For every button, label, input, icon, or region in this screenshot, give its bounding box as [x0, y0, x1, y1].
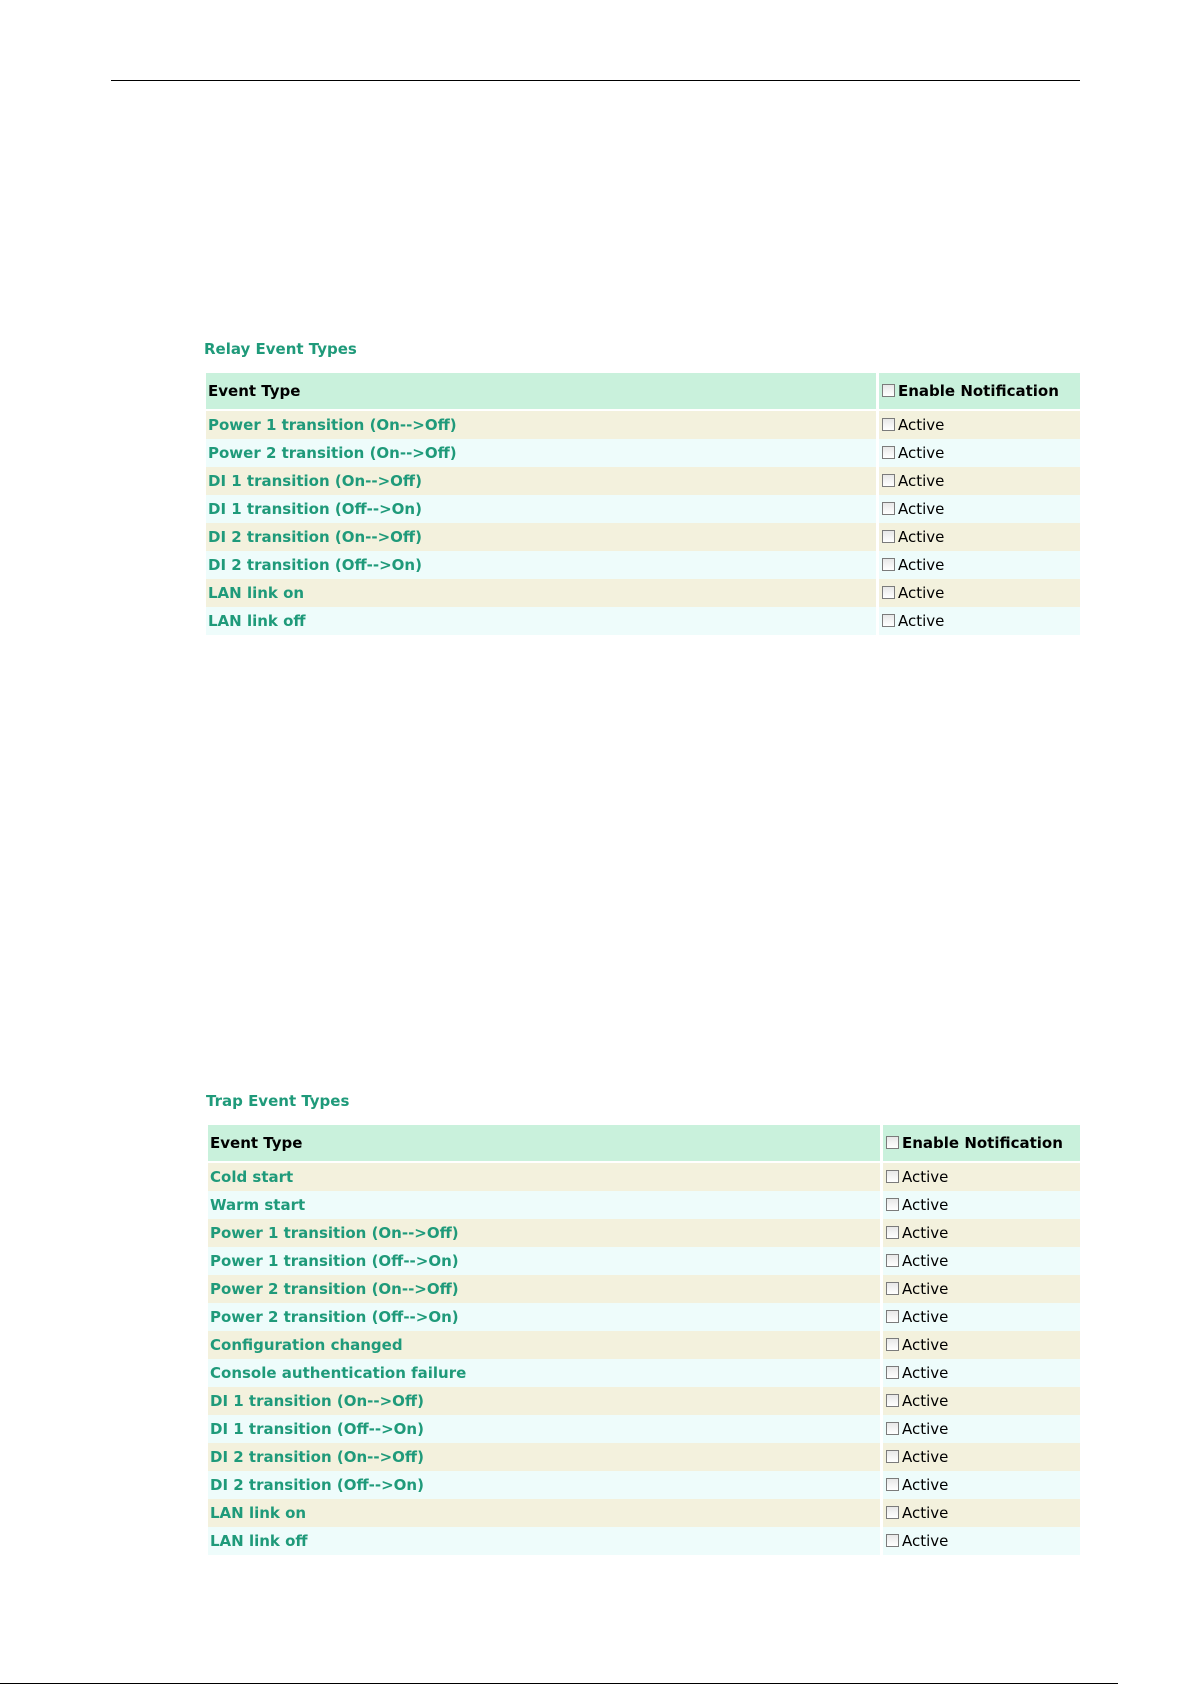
active-checkbox[interactable]: [886, 1506, 899, 1519]
page-top-rule: [111, 80, 1080, 81]
trap-event-row: [208, 1247, 1080, 1275]
trap-event-row: [208, 1331, 1080, 1359]
active-checkbox[interactable]: [882, 558, 895, 571]
active-cell: [883, 1191, 1080, 1219]
event-type-label: LAN link on: [206, 579, 876, 607]
relay-event-row: [206, 495, 1080, 523]
active-cell: [879, 411, 1080, 439]
trap-event-row: [208, 1415, 1080, 1443]
active-cell: [879, 579, 1080, 607]
active-checkbox[interactable]: [882, 586, 895, 599]
active-label: Active: [902, 1532, 949, 1550]
event-type-label: DI 1 transition (On-->Off): [208, 1387, 880, 1415]
active-cell: [879, 439, 1080, 467]
active-checkbox[interactable]: [886, 1394, 899, 1407]
trap-event-row: [208, 1359, 1080, 1387]
active-cell: [879, 551, 1080, 579]
event-type-label: DI 1 transition (On-->Off): [206, 467, 876, 495]
relay-table-header: [206, 373, 1080, 409]
enable-notification-label: Enable Notification: [902, 1134, 1063, 1152]
relay-event-table: [206, 373, 1080, 635]
event-type-header: Event Type: [208, 1125, 880, 1161]
active-checkbox[interactable]: [882, 502, 895, 515]
event-type-label: Cold start: [208, 1163, 880, 1191]
active-checkbox[interactable]: [886, 1422, 899, 1435]
trap-event-row: [208, 1387, 1080, 1415]
active-label: Active: [898, 584, 945, 602]
event-type-label: Power 2 transition (Off-->On): [208, 1303, 880, 1331]
active-checkbox[interactable]: [882, 530, 895, 543]
active-cell: [879, 495, 1080, 523]
trap-event-table: [208, 1125, 1080, 1555]
active-checkbox[interactable]: [886, 1170, 899, 1183]
event-type-label: Power 1 transition (Off-->On): [208, 1247, 880, 1275]
trap-event-row: [208, 1191, 1080, 1219]
active-label: Active: [898, 528, 945, 546]
trap-table-header: [208, 1125, 1080, 1161]
active-cell: [879, 523, 1080, 551]
active-cell: [883, 1247, 1080, 1275]
active-checkbox[interactable]: [886, 1338, 899, 1351]
active-label: Active: [898, 472, 945, 490]
relay-event-row: [206, 607, 1080, 635]
event-type-label: Power 2 transition (On-->Off): [206, 439, 876, 467]
active-checkbox[interactable]: [882, 474, 895, 487]
active-cell: [883, 1163, 1080, 1191]
page-bottom-rule: [0, 1683, 1118, 1684]
active-cell: [879, 607, 1080, 635]
active-label: Active: [902, 1336, 949, 1354]
active-checkbox[interactable]: [886, 1282, 899, 1295]
active-label: Active: [902, 1476, 949, 1494]
event-type-label: DI 2 transition (On-->Off): [208, 1443, 880, 1471]
active-checkbox[interactable]: [882, 614, 895, 627]
active-cell: [883, 1275, 1080, 1303]
active-checkbox[interactable]: [886, 1366, 899, 1379]
trap-event-row: [208, 1303, 1080, 1331]
relay-event-row: [206, 411, 1080, 439]
active-checkbox[interactable]: [886, 1226, 899, 1239]
event-type-label: LAN link off: [206, 607, 876, 635]
active-checkbox[interactable]: [882, 418, 895, 431]
trap-event-row: [208, 1163, 1080, 1191]
enable-notification-label: Enable Notification: [898, 382, 1059, 400]
relay-event-row: [206, 439, 1080, 467]
event-type-label: Power 1 transition (On-->Off): [206, 411, 876, 439]
active-cell: [883, 1219, 1080, 1247]
active-label: Active: [902, 1504, 949, 1522]
active-label: Active: [898, 416, 945, 434]
relay-enable-all-checkbox[interactable]: [882, 384, 895, 397]
relay-event-row: [206, 523, 1080, 551]
active-label: Active: [902, 1280, 949, 1298]
active-label: Active: [898, 500, 945, 518]
trap-event-row: [208, 1527, 1080, 1555]
active-checkbox[interactable]: [886, 1450, 899, 1463]
trap-event-row: [208, 1471, 1080, 1499]
active-checkbox[interactable]: [886, 1254, 899, 1267]
trap-event-row: [208, 1275, 1080, 1303]
active-checkbox[interactable]: [886, 1478, 899, 1491]
event-type-label: Warm start: [208, 1191, 880, 1219]
active-cell: [879, 467, 1080, 495]
active-cell: [883, 1387, 1080, 1415]
event-type-label: Configuration changed: [208, 1331, 880, 1359]
event-type-header: Event Type: [206, 373, 876, 409]
active-label: Active: [902, 1308, 949, 1326]
active-label: Active: [902, 1224, 949, 1242]
event-type-label: DI 2 transition (On-->Off): [206, 523, 876, 551]
event-type-label: LAN link off: [208, 1527, 880, 1555]
active-cell: [883, 1527, 1080, 1555]
active-cell: [883, 1331, 1080, 1359]
event-type-label: DI 2 transition (Off-->On): [208, 1471, 880, 1499]
active-label: Active: [902, 1392, 949, 1410]
active-cell: [883, 1303, 1080, 1331]
relay-event-row: [206, 579, 1080, 607]
enable-notification-header: [883, 1125, 1080, 1161]
active-cell: [883, 1471, 1080, 1499]
active-cell: [883, 1359, 1080, 1387]
active-label: Active: [898, 556, 945, 574]
active-label: Active: [902, 1448, 949, 1466]
active-checkbox[interactable]: [882, 446, 895, 459]
event-type-label: DI 1 transition (Off-->On): [208, 1415, 880, 1443]
active-label: Active: [898, 444, 945, 462]
relay-event-row: [206, 551, 1080, 579]
event-type-label: DI 2 transition (Off-->On): [206, 551, 876, 579]
active-label: Active: [902, 1252, 949, 1270]
trap-enable-all-checkbox[interactable]: [886, 1136, 899, 1149]
active-label: Active: [898, 612, 945, 630]
active-cell: [883, 1415, 1080, 1443]
active-cell: [883, 1443, 1080, 1471]
event-type-label: DI 1 transition (Off-->On): [206, 495, 876, 523]
trap-event-row: [208, 1443, 1080, 1471]
active-checkbox[interactable]: [886, 1198, 899, 1211]
trap-event-row: [208, 1219, 1080, 1247]
active-label: Active: [902, 1364, 949, 1382]
event-type-label: Console authentication failure: [208, 1359, 880, 1387]
event-type-label: Power 1 transition (On-->Off): [208, 1219, 880, 1247]
active-label: Active: [902, 1168, 949, 1186]
active-checkbox[interactable]: [886, 1310, 899, 1323]
active-checkbox[interactable]: [886, 1534, 899, 1547]
trap-event-row: [208, 1499, 1080, 1527]
active-cell: [883, 1499, 1080, 1527]
trap-section-title: Trap Event Types: [206, 1092, 350, 1110]
relay-event-row: [206, 467, 1080, 495]
active-label: Active: [902, 1196, 949, 1214]
relay-section-title: Relay Event Types: [204, 340, 357, 358]
event-type-label: LAN link on: [208, 1499, 880, 1527]
enable-notification-header: [879, 373, 1080, 409]
event-type-label: Power 2 transition (On-->Off): [208, 1275, 880, 1303]
active-label: Active: [902, 1420, 949, 1438]
